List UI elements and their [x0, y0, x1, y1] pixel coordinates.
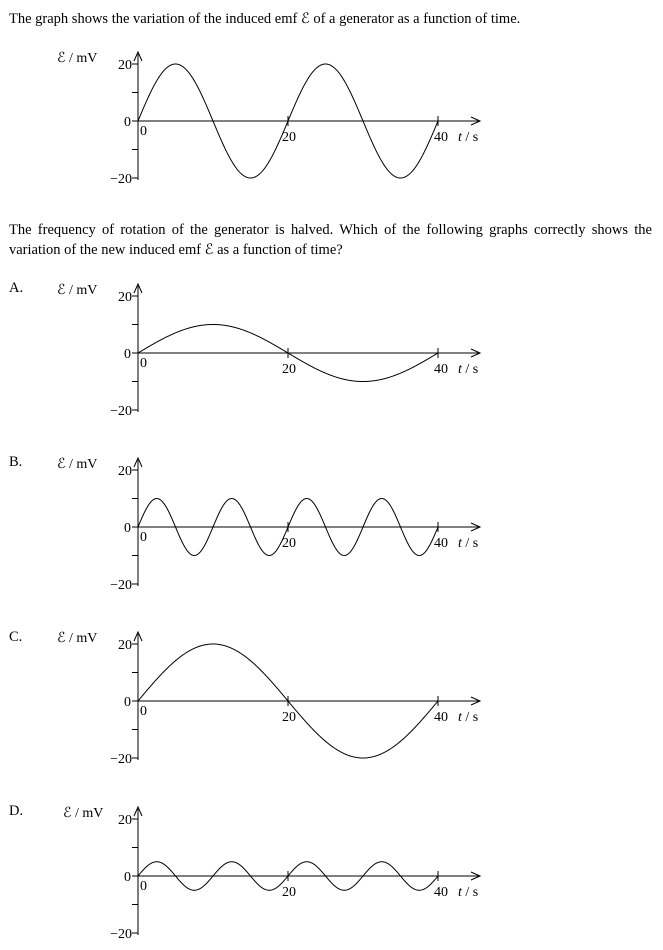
y-tick-label-20-original: 20 — [118, 58, 132, 73]
x-tick-label-40-D: 40 — [434, 885, 448, 900]
y-axis-label-original: ℰ / mV — [57, 51, 98, 66]
option-b-label[interactable]: B. — [9, 454, 23, 470]
x-tick-label-20-C: 20 — [282, 710, 296, 725]
x-tick-label-0-A: 0 — [140, 356, 147, 371]
option-a-label[interactable]: A. — [9, 280, 24, 296]
x-tick-label-40-C: 40 — [434, 710, 448, 725]
y-tick-label-neg20-C: −20 — [110, 752, 132, 767]
y-tick-label-20-C: 20 — [118, 638, 132, 653]
y-tick-label-20-A: 20 — [118, 290, 132, 305]
y-tick-label-neg20-original: −20 — [110, 172, 132, 187]
x-axis-label-D: t / s — [458, 885, 479, 900]
x-tick-label-0-original: 0 — [140, 124, 147, 139]
y-tick-label-neg20-D: −20 — [110, 927, 132, 942]
y-tick-label-neg20-A: −20 — [110, 404, 132, 419]
y-axis-label-D: ℰ / mV — [63, 806, 104, 821]
y-axis-label-A: ℰ / mV — [57, 283, 98, 298]
y-tick-label-neg20-B: −20 — [110, 578, 132, 593]
y-tick-label-20-D: 20 — [118, 813, 132, 828]
y-tick-label-0-D: 0 — [124, 870, 131, 885]
y-axis-label-C: ℰ / mV — [57, 631, 98, 646]
x-tick-label-20-D: 20 — [282, 885, 296, 900]
y-tick-label-20-B: 20 — [118, 464, 132, 479]
x-tick-label-0-D: 0 — [140, 879, 147, 894]
x-axis-label-A: t / s — [458, 362, 479, 377]
x-axis-label-original: t / s — [458, 130, 479, 145]
x-tick-label-40-B: 40 — [434, 536, 448, 551]
x-tick-label-40-A: 40 — [434, 362, 448, 377]
x-axis-label-C: t / s — [458, 710, 479, 725]
option-d-label[interactable]: D. — [9, 803, 24, 819]
x-tick-label-40-original: 40 — [434, 130, 448, 145]
x-tick-label-0-C: 0 — [140, 704, 147, 719]
y-tick-label-0-A: 0 — [124, 347, 131, 362]
x-tick-label-20-B: 20 — [282, 536, 296, 551]
y-tick-label-0-C: 0 — [124, 695, 131, 710]
question-prompt: The frequency of rotation of the generator is halved. Which of the following graphs correctly shows the variation of the new induced emf ℰ as a function of time? — [9, 222, 652, 258]
x-axis-label-B: t / s — [458, 536, 479, 551]
y-axis-label-B: ℰ / mV — [57, 457, 98, 472]
option-c-label[interactable]: C. — [9, 629, 23, 645]
y-tick-label-0-B: 0 — [124, 521, 131, 536]
x-tick-label-20-A: 20 — [282, 362, 296, 377]
x-tick-label-0-B: 0 — [140, 530, 147, 545]
question-intro: The graph shows the variation of the induced emf ℰ of a generator as a function of time. — [9, 11, 521, 27]
x-tick-label-20-original: 20 — [282, 130, 296, 145]
y-tick-label-0-original: 0 — [124, 115, 131, 130]
